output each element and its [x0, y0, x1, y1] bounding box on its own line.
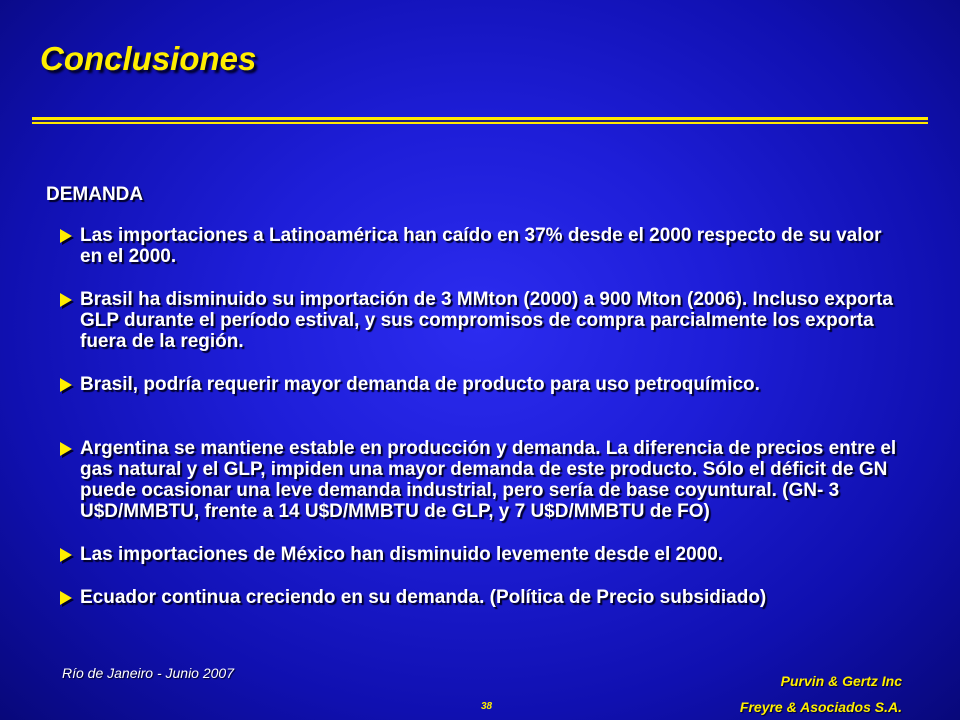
bullet-item: [46, 289, 906, 352]
arrow-bullet-icon: [60, 442, 72, 456]
bullet-item: [46, 374, 906, 395]
arrow-bullet-icon: [60, 378, 72, 392]
bullet-text: Las importaciones de México han disminuido levemente desde el 2000.: [80, 544, 724, 565]
company-name-2: Freyre & Asociados S.A.: [739, 699, 902, 715]
bullet-text: Brasil ha disminuido su importación de 3 MMton (2000) a 900 Mton (2006). Incluso exporta GLP durante el período estival, y sus compromisos de compra parcialmente los exporta fuera de la región.: [80, 289, 893, 352]
arrow-bullet-icon: [60, 591, 72, 605]
slide-title: Conclusiones: [40, 40, 257, 77]
arrow-bullet-icon: [60, 293, 72, 307]
footer-companies: [740, 668, 902, 720]
title-divider: [32, 117, 928, 124]
company-name-1: Purvin & Gertz Inc: [780, 673, 902, 689]
bullet-text: Las importaciones a Latinoamérica han caído en 37% desde el 2000 respecto de su valor en el 2000.: [80, 225, 882, 267]
arrow-bullet-icon: [60, 229, 72, 243]
bullet-text: Argentina se mantiene estable en producción y demanda. La diferencia de precios entre el gas natural y el GLP, impiden una mayor demanda de este producto. Sólo el déficit de GN puede ocasionar una leve demanda industrial, pero sería de base coyuntural. (GN- 3 U$D/MMBTU, frente a 14 U$D/MMBTU de GLP, y 7 U$D/MMBTU de FO): [80, 438, 897, 522]
bullet-item: [46, 544, 906, 565]
footer-location-date: Río de Janeiro - Junio 2007: [62, 665, 234, 681]
section-heading: DEMANDA: [46, 184, 144, 205]
bullet-text: Ecuador continua creciendo en su demanda. (Política de Precio subsidiado): [80, 587, 767, 608]
bullet-item: [46, 587, 906, 608]
slide-body: [46, 184, 906, 608]
page-number: 38: [481, 701, 493, 712]
arrow-bullet-icon: [60, 548, 72, 562]
bullet-item: [46, 225, 906, 267]
bullet-item: [46, 438, 906, 522]
bullet-text: Brasil, podría requerir mayor demanda de producto para uso petroquímico.: [80, 374, 760, 395]
